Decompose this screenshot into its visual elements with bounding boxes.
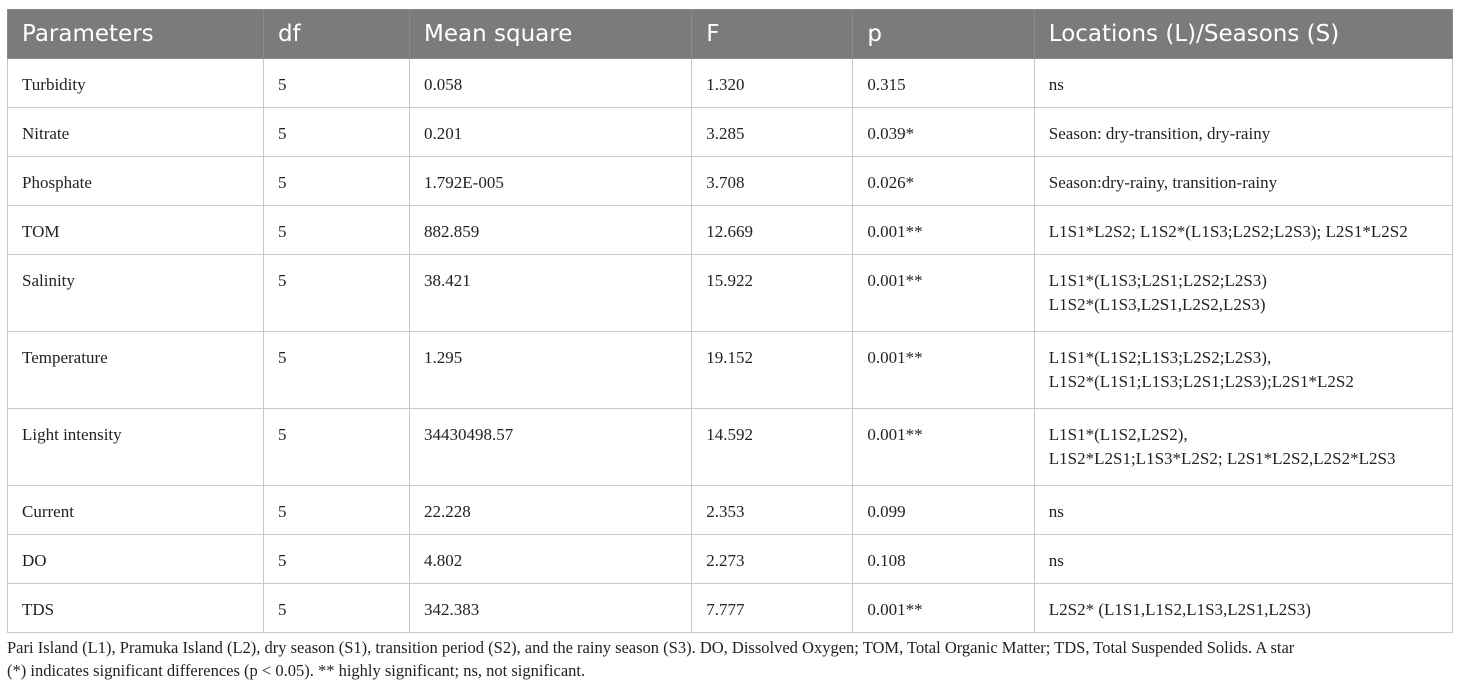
cell-locations-line: ns [1048,502,1064,521]
cell-p: 0.099 [853,486,1034,535]
header-mean-square: Mean square [410,10,692,59]
cell-mean-square: 34430498.57 [410,409,692,486]
cell-locations-line: ns [1048,551,1064,570]
cell-mean-square: 0.201 [410,108,692,157]
cell-p: 0.001** [853,255,1034,332]
header-p: p [853,10,1034,59]
cell-parameter: TOM [8,206,264,255]
cell-locations-line: Season: dry-transition, dry-rainy [1048,124,1271,143]
cell-locations-line: L1S1*L2S2; L1S2*(L1S3;L2S2;L2S3); L2S1*L2S2 [1048,222,1408,241]
cell-df: 5 [263,486,409,535]
cell-mean-square: 1.295 [410,332,692,409]
cell-f: 14.592 [692,409,853,486]
cell-df: 5 [263,108,409,157]
cell-df: 5 [263,332,409,409]
table-row [8,535,1453,584]
cell-mean-square: 0.058 [410,59,692,108]
cell-parameter: Temperature [8,332,264,409]
footnote-line: Pari Island (L1), Pramuka Island (L2), dry season (S1), transition period (S2), and the rainy season (S3). DO, Dissolved Oxygen; TOM, Total Organic Matter; TDS, Total Suspended Solids. A star [7,638,1295,657]
cell-mean-square: 4.802 [410,535,692,584]
header-locations-seasons: Locations (L)/Seasons (S) [1034,10,1452,59]
cell-df: 5 [263,255,409,332]
cell-mean-square: 22.228 [410,486,692,535]
cell-locations-line: L2S2* (L1S1,L1S2,L1S3,L2S1,L2S3) [1048,600,1311,619]
cell-df: 5 [263,206,409,255]
cell-parameter: DO [8,535,264,584]
table-row [8,157,1453,206]
table-row [8,409,1453,486]
table-row [8,255,1453,332]
cell-locations-line: L1S2*(L1S1;L1S3;L2S1;L2S3);L2S1*L2S2 [1048,372,1354,391]
table-row [8,108,1453,157]
header-df: df [263,10,409,59]
cell-locations-line: Season:dry-rainy, transition-rainy [1048,173,1278,192]
cell-f: 3.708 [692,157,853,206]
cell-locations [1034,206,1452,255]
cell-f: 7.777 [692,584,853,633]
cell-locations-line: L1S2*L2S1;L1S3*L2S2; L2S1*L2S2,L2S2*L2S3 [1048,449,1396,468]
cell-p: 0.039* [853,108,1034,157]
cell-f: 15.922 [692,255,853,332]
table-row [8,59,1453,108]
cell-p: 0.001** [853,409,1034,486]
cell-df: 5 [263,59,409,108]
footnote-line: (*) indicates significant differences (p < 0.05). ** highly significant; ns, not significant. [7,661,586,680]
cell-f: 1.320 [692,59,853,108]
cell-locations [1034,486,1452,535]
table-row [8,332,1453,409]
header-parameters: Parameters [8,10,264,59]
cell-df: 5 [263,157,409,206]
cell-df: 5 [263,584,409,633]
cell-parameter: Salinity [8,255,264,332]
cell-parameter: TDS [8,584,264,633]
cell-p: 0.001** [853,332,1034,409]
anova-table [7,9,1453,633]
anova-table-container [7,9,1453,633]
cell-locations [1034,157,1452,206]
cell-parameter: Current [8,486,264,535]
cell-locations-line: L1S2*(L1S3,L2S1,L2S2,L2S3) [1048,295,1266,314]
cell-f: 19.152 [692,332,853,409]
cell-p: 0.315 [853,59,1034,108]
cell-df: 5 [263,409,409,486]
cell-df: 5 [263,535,409,584]
cell-f: 2.273 [692,535,853,584]
cell-f: 12.669 [692,206,853,255]
cell-locations-line: L1S1*(L1S2,L2S2), [1048,425,1188,444]
cell-locations [1034,332,1452,409]
header-f: F [692,10,853,59]
cell-locations [1034,409,1452,486]
cell-mean-square: 38.421 [410,255,692,332]
cell-locations-line: L1S1*(L1S2;L1S3;L2S2;L2S3), [1048,348,1272,367]
table-row [8,584,1453,633]
cell-locations [1034,108,1452,157]
cell-parameter: Nitrate [8,108,264,157]
table-footnote [7,636,1453,682]
cell-parameter: Turbidity [8,59,264,108]
cell-p: 0.108 [853,535,1034,584]
cell-p: 0.026* [853,157,1034,206]
cell-locations-line: L1S1*(L1S3;L2S1;L2S2;L2S3) [1048,271,1267,290]
cell-locations [1034,535,1452,584]
table-row [8,206,1453,255]
cell-p: 0.001** [853,206,1034,255]
cell-locations [1034,584,1452,633]
cell-locations [1034,59,1452,108]
cell-locations-line: ns [1048,75,1064,94]
table-row [8,486,1453,535]
cell-mean-square: 882.859 [410,206,692,255]
table-header-row [8,10,1453,59]
cell-p: 0.001** [853,584,1034,633]
cell-parameter: Light intensity [8,409,264,486]
cell-parameter: Phosphate [8,157,264,206]
cell-locations [1034,255,1452,332]
cell-mean-square: 1.792E-005 [410,157,692,206]
cell-mean-square: 342.383 [410,584,692,633]
cell-f: 3.285 [692,108,853,157]
cell-f: 2.353 [692,486,853,535]
